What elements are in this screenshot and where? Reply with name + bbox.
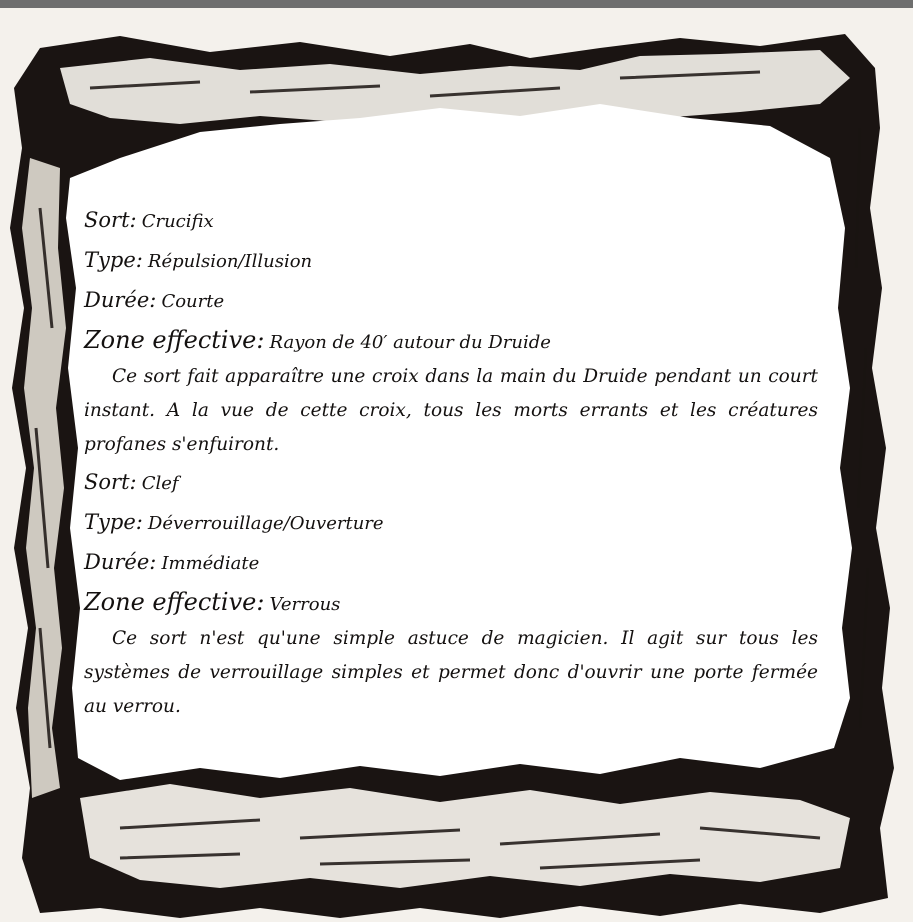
field-label: Sort: <box>84 208 137 232</box>
field-value: Crucifix <box>141 211 214 232</box>
field-value: Rayon de 40′ autour du Druide <box>269 332 551 353</box>
field-label: Durée: <box>84 288 157 312</box>
field-value: Clef <box>141 473 179 494</box>
top-edge-bar <box>0 0 913 8</box>
field-value: Immédiate <box>161 553 260 574</box>
spell-zone-field <box>84 320 824 360</box>
field-value: Verrous <box>269 594 341 615</box>
field-value: Déverrouillage/Ouverture <box>147 513 384 534</box>
field-label: Durée: <box>84 550 157 574</box>
field-label: Sort: <box>84 470 137 494</box>
field-label: Type: <box>84 248 143 272</box>
field-value: Répulsion/Illusion <box>147 251 313 272</box>
field-label: Zone effective: <box>84 326 265 354</box>
spell-name-field <box>84 200 824 240</box>
field-label: Zone effective: <box>84 588 265 616</box>
field-label: Type: <box>84 510 143 534</box>
spell-entry-clef <box>84 462 824 724</box>
spell-duration-field <box>84 542 824 582</box>
spell-text-area <box>84 200 824 724</box>
spell-description: Ce sort fait apparaître une croix dans la main du Druide pendant un court instant. A la vue de cette croix, tous les morts errants et les créatures profanes s'enfuiront. <box>84 366 818 455</box>
spell-zone-field <box>84 582 824 622</box>
spell-type-field <box>84 502 824 542</box>
field-value: Courte <box>161 291 225 312</box>
spell-entry-crucifix <box>84 200 824 462</box>
spell-description: Ce sort n'est qu'une simple astuce de magicien. Il agit sur tous les systèmes de verrouillage simples et permet donc d'ouvrir une porte fermée au verrou. <box>84 628 818 717</box>
spell-duration-field <box>84 280 824 320</box>
spell-type-field <box>84 240 824 280</box>
scroll-bottom-roll <box>80 784 850 888</box>
spell-name-field <box>84 462 824 502</box>
